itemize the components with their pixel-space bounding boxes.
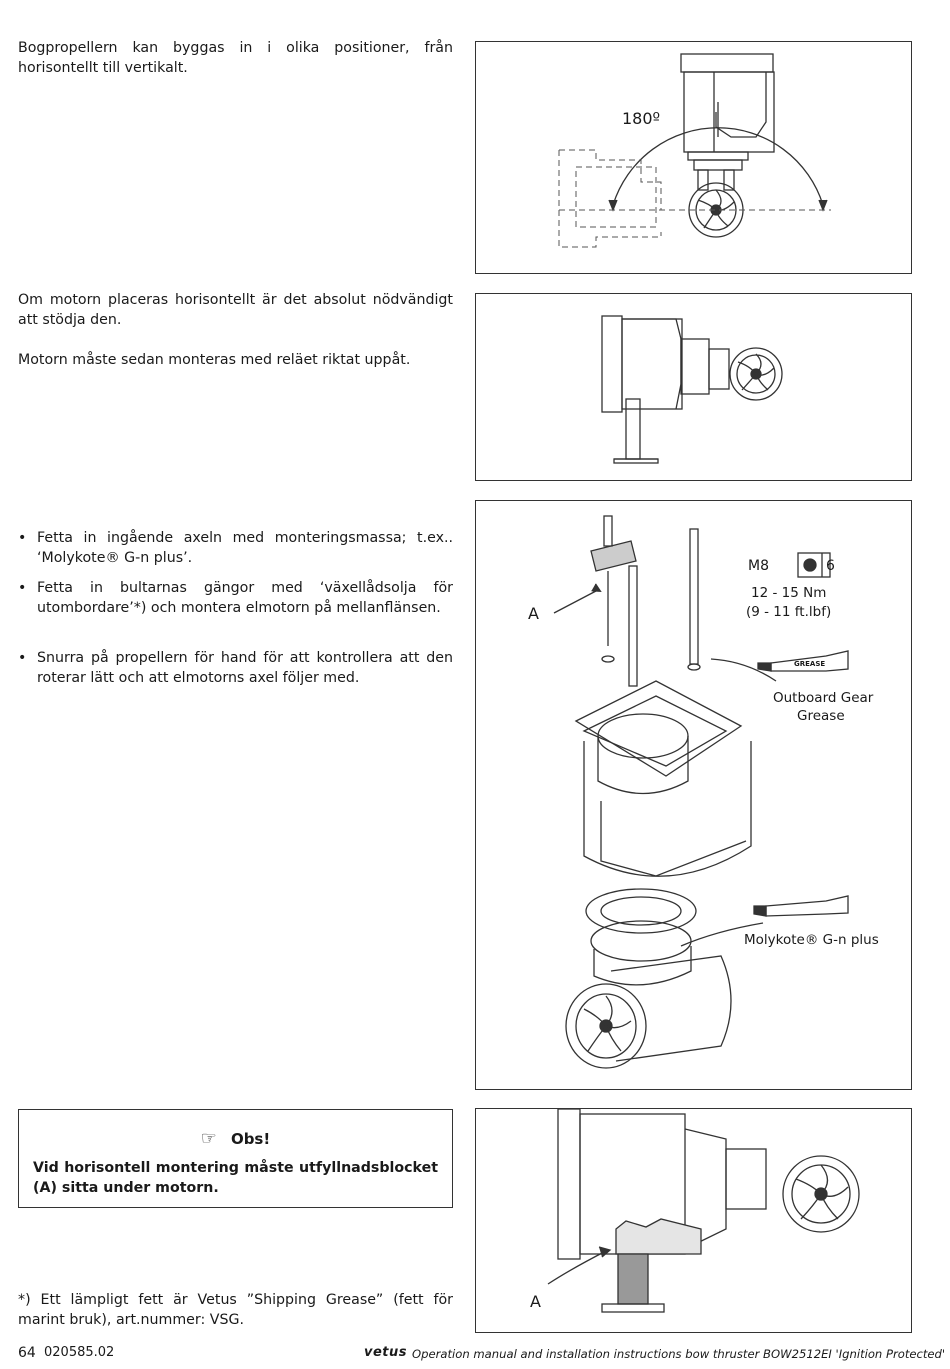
list-item: • Snurra på propellern för hand för att kontrollera att den roterar lätt och att elmotorns axel följer med. bbox=[18, 648, 453, 688]
list-item: • Fetta in ingående axeln med monteringsmassa; t.ex.. ‘Molykote® G-n plus’. bbox=[18, 528, 453, 568]
horizontal-text-2: Motorn måste sedan monteras med reläet riktat uppåt. bbox=[18, 352, 411, 368]
footnote: *) Ett lämpligt fett är Vetus ”Shipping Grease” (fett för marint bruk), art.nummer: VSG. bbox=[18, 1292, 453, 1328]
horizontal-text-1: Om motorn placeras horisontellt är det absolut nödvändigt att stödja den. bbox=[18, 292, 453, 328]
brand-logo: vetus bbox=[364, 1345, 407, 1360]
note-body: Vid horisontell montering måste utfyllnadsblocket (A) sitta under motorn. bbox=[33, 1160, 438, 1196]
hex-size: 6 bbox=[826, 558, 835, 574]
molykote-label: Molykote® G-n plus bbox=[744, 932, 879, 948]
instruction-list bbox=[18, 528, 453, 698]
positions-text: Bogpropellern kan byggas in i olika positioner, från horisontellt till vertikalt. bbox=[18, 40, 453, 76]
note-box bbox=[18, 1109, 453, 1208]
torque-ftlbf: (9 - 11 ft.lbf) bbox=[746, 604, 832, 620]
figure-support-block bbox=[475, 1108, 912, 1333]
pointing-hand-icon: ☞ bbox=[200, 1128, 217, 1149]
tube-text: GREASE bbox=[794, 660, 826, 668]
figure-horizontal-mount bbox=[475, 293, 912, 481]
grease-label-2: Grease bbox=[797, 708, 845, 724]
figure-label-a-2: A bbox=[530, 1292, 541, 1311]
bolt-size: M8 bbox=[748, 558, 769, 574]
figure-positions bbox=[475, 41, 912, 274]
doc-code: 020585.02 bbox=[44, 1345, 115, 1360]
note-title: Obs! bbox=[230, 1130, 271, 1148]
note-heading bbox=[19, 1128, 452, 1149]
grease-label-1: Outboard Gear bbox=[773, 690, 874, 706]
page-number: 64 bbox=[18, 1345, 36, 1361]
figure-assembly bbox=[475, 500, 912, 1090]
torque-nm: 12 - 15 Nm bbox=[751, 585, 827, 601]
angle-label: 180º bbox=[622, 109, 661, 128]
list-item: • Fetta in bultarnas gängor med ‘växellådsolja för utombordare’*) och montera elmotorn på mellanflänsen. bbox=[18, 578, 453, 618]
figure-label-a: A bbox=[528, 604, 539, 623]
manual-title: Operation manual and installation instructions bow thruster BOW2512EI 'Ignition Protected' bbox=[412, 1347, 946, 1361]
